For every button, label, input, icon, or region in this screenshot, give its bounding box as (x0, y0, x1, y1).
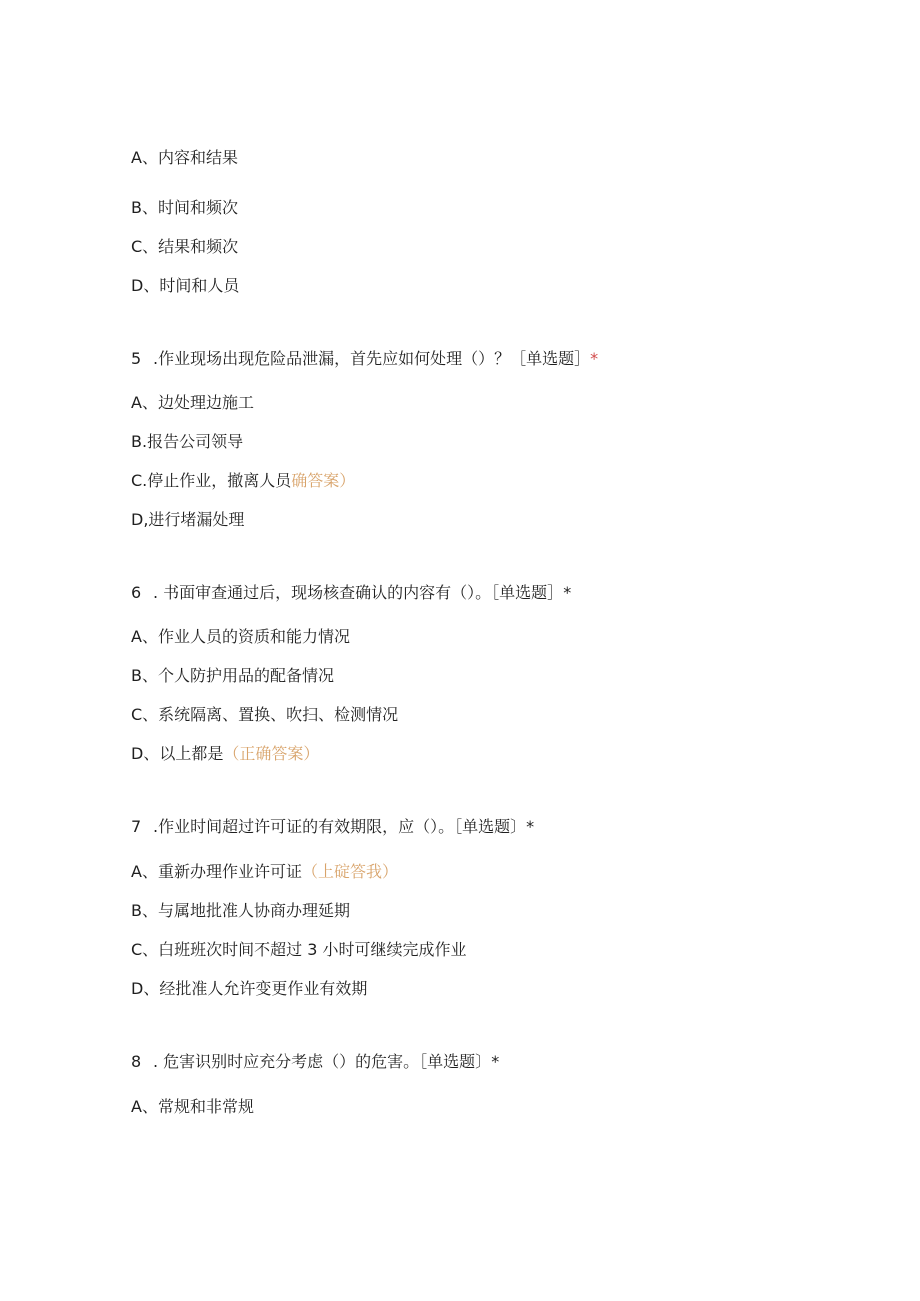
q6-required-star: * (563, 583, 572, 602)
q5-option-d: D,进行堵漏处理 (131, 510, 245, 529)
q6-option-c: C、系统隔离、置换、吹扫、检测情况 (131, 705, 399, 724)
q7-option-a (131, 862, 398, 882)
q7-option-b: B、与属地批准人协商办理延期 (131, 901, 350, 920)
q4-option-b: B、时间和频次 (131, 198, 238, 217)
q4-option-d: D、时间和人员 (131, 276, 240, 295)
q4-option-a: A、内容和结果 (131, 148, 238, 167)
q8-option-a: A、常规和非常规 (131, 1097, 254, 1116)
q6-title (131, 583, 571, 603)
q5-answer-note: 确答案） (291, 471, 356, 490)
q5-option-c-text: C.停止作业，撤离人员 (131, 471, 292, 490)
q5-number: 5 (131, 349, 142, 368)
q8-title (131, 1052, 499, 1072)
q5-required-star: * (590, 349, 599, 368)
q8-text: . 危害识别时应充分考虑（）的危害。［单选题〕 (153, 1052, 492, 1071)
q5-text: .作业现场出现危险品泄漏，首先应如何处理（）？［单选题］ (153, 349, 591, 368)
q6-answer-note: （正确答案） (223, 744, 320, 763)
q5-option-b: B.报告公司领导 (131, 432, 244, 451)
q5-title (131, 349, 598, 369)
q5-option-c (131, 471, 355, 491)
q7-answer-note: （上碇答我） (301, 862, 398, 881)
q6-option-d-text: D、以上都是 (131, 744, 224, 763)
q5-option-a: A、边处理边施工 (131, 393, 254, 412)
q6-text: . 书面审查通过后，现场核查确认的内容有（）。［单选题］ (153, 583, 564, 602)
q7-option-c: C、白班班次时间不超过 3 小时可继续完成作业 (131, 940, 467, 959)
q7-title (131, 817, 534, 837)
q6-option-b: B、个人防护用品的配备情况 (131, 666, 334, 685)
q7-required-star: * (526, 817, 535, 836)
q6-option-a: A、作业人员的资质和能力情况 (131, 627, 350, 646)
q6-option-d (131, 744, 319, 764)
q8-required-star: * (491, 1052, 500, 1071)
q4-option-c: C、结果和频次 (131, 237, 239, 256)
q7-option-a-text: A、重新办理作业许可证 (131, 862, 302, 881)
q7-option-d: D、经批准人允许变更作业有效期 (131, 979, 368, 998)
q7-text: .作业时间超过许可证的有效期限，应（）。［单选题〕 (153, 817, 527, 836)
q6-number: 6 (131, 583, 142, 602)
q7-number: 7 (131, 817, 142, 836)
q8-number: 8 (131, 1052, 142, 1071)
